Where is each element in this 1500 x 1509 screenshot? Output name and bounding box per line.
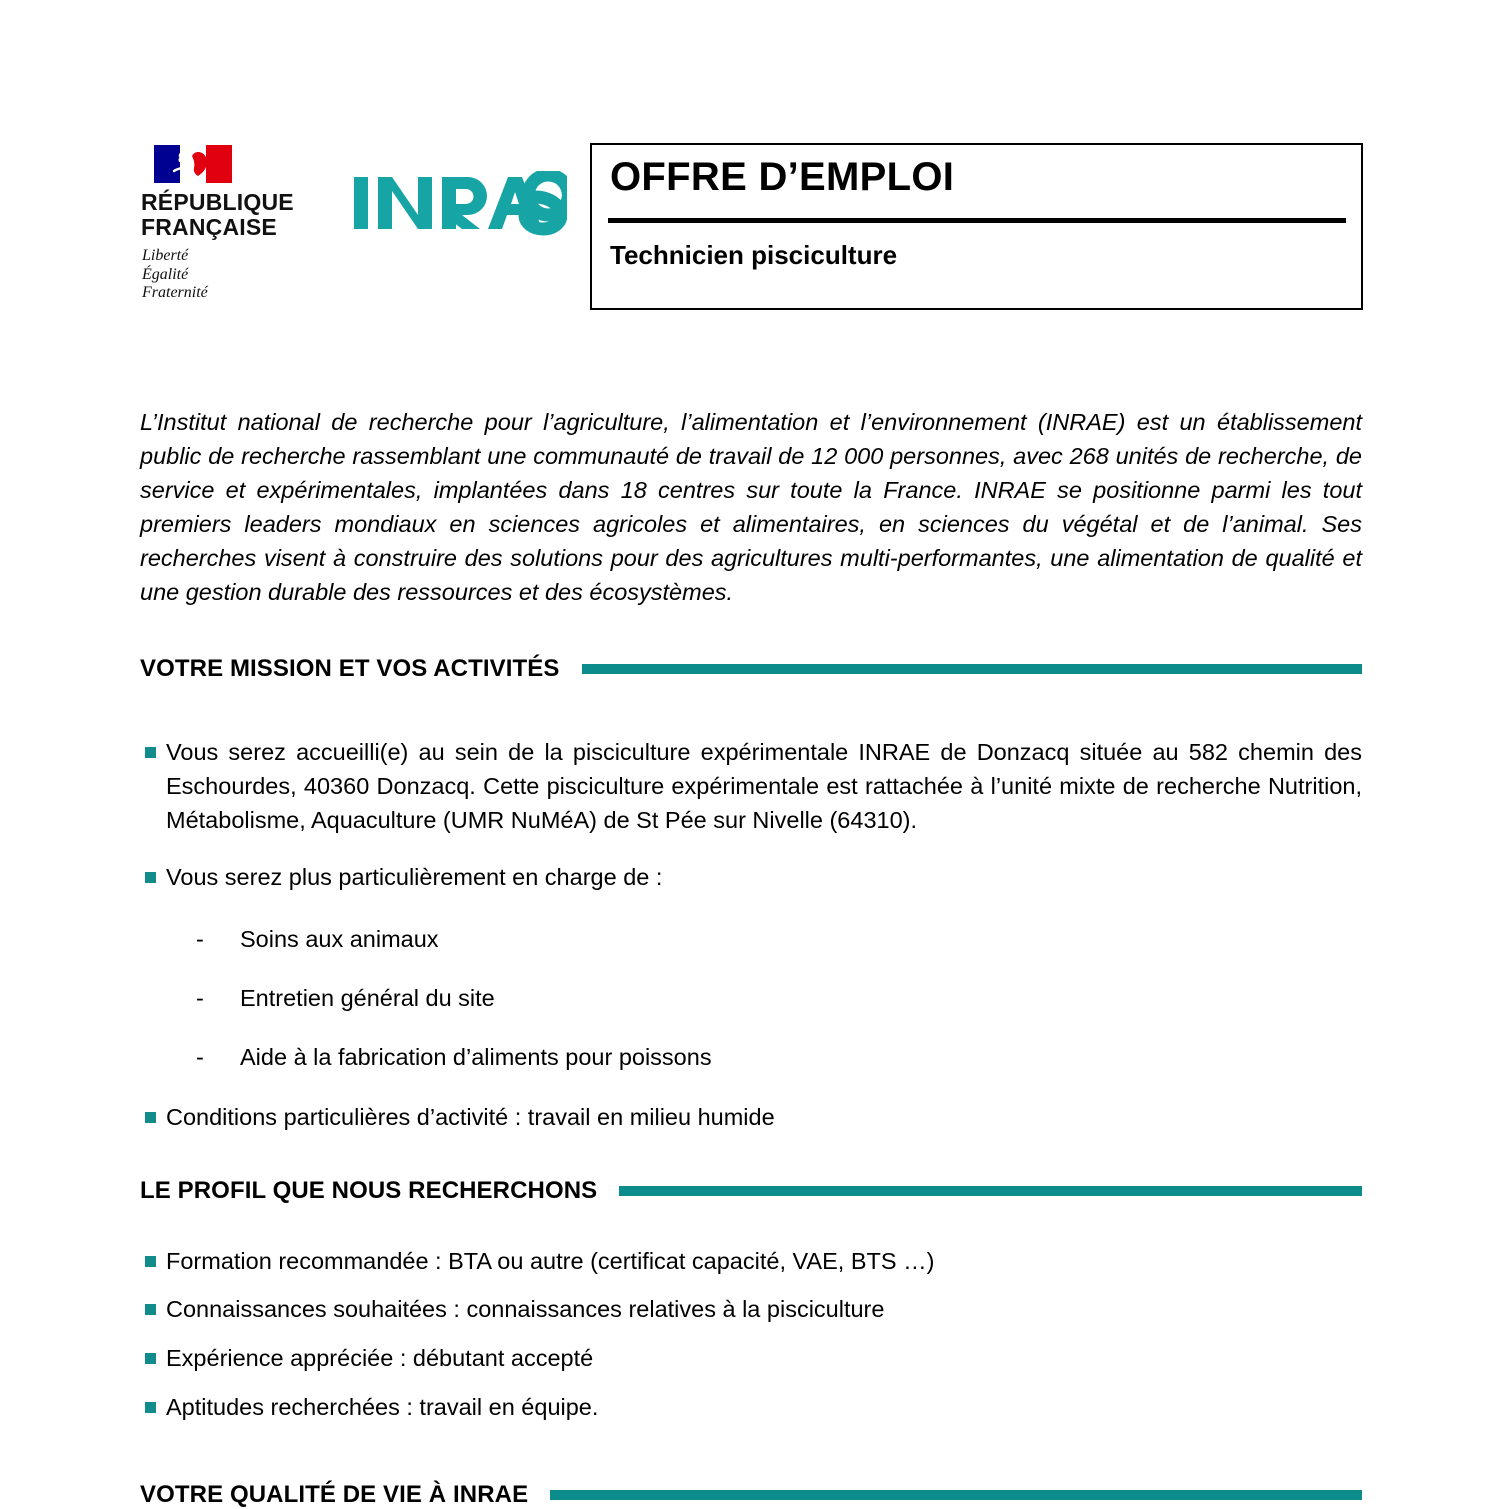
bullet-item xyxy=(140,1341,1362,1375)
rf-line-2: FRANÇAISE xyxy=(141,214,277,240)
sub-bullet-text: Entretien général du site xyxy=(240,985,495,1011)
intro-paragraph: L’Institut national de recherche pour l’agriculture, l’alimentation et l’environnement (INRAE) est un établissement public de recherche rassemblant une communauté de travail de 12 000 personnes, avec 268 unités de recherche, de service et expérimentales, implantées dans 18 centres sur toute la France. INRAE se positionne parmi les tout premiers leaders mondiaux en sciences agricoles et alimentaires, en sciences du végétal et de l’animal. Ses recherches visent à construire des solutions pour des agricultures multi-performantes, une alimentation de qualité et une gestion durable des ressources et des écosystèmes. xyxy=(140,408,1362,605)
mission-bullet-2 xyxy=(140,860,1362,894)
bullet-text: Vous serez accueilli(e) au sein de la pisciculture expérimentale INRAE de Donzacq située au 582 chemin des Eschourdes, 40360 Donzacq. Cette pisciculture expérimentale est rattachée à l’unité mixte de recherche Nutrition, Métabolisme, Aquaculture (UMR NuMéA) de St Pée sur Nivelle (64310). xyxy=(166,739,1362,833)
document-header xyxy=(0,0,1500,330)
bullet-item xyxy=(140,735,1362,837)
square-bullet-icon xyxy=(145,1112,156,1123)
mission-sub-bullet-1 xyxy=(140,922,1362,956)
mission-sub-bullet-2 xyxy=(140,981,1362,1015)
republique-francaise-logo xyxy=(140,145,292,303)
section-rule-profil xyxy=(619,1186,1362,1196)
mission-bullet-1 xyxy=(140,735,1362,837)
devise-egalite: Égalité xyxy=(142,265,189,283)
bullet-text: Expérience appréciée : débutant accepté xyxy=(166,1345,594,1371)
bullet-text: Aptitudes recherchées : travail en équipe. xyxy=(166,1394,599,1420)
square-bullet-icon xyxy=(145,872,156,883)
section-title-qualite-de-vie: VOTRE QUALITÉ DE VIE À INRAE xyxy=(140,1481,529,1508)
square-bullet-icon xyxy=(145,747,156,758)
section-rule-qualite-de-vie xyxy=(550,1490,1362,1500)
republique-devise xyxy=(142,247,292,303)
inrae-logo xyxy=(352,171,567,248)
inrae-wordmark-icon xyxy=(352,171,567,243)
bullet-text: Connaissances souhaitées : connaissances relatives à la pisciculture xyxy=(166,1296,885,1322)
french-flag-marianne-icon xyxy=(154,145,232,183)
profil-bullet-3 xyxy=(140,1341,1362,1375)
republique-francaise-wordmark xyxy=(141,190,292,240)
bullet-text: Conditions particulières d’activité : travail en milieu humide xyxy=(166,1104,775,1130)
section-rule-mission xyxy=(582,664,1363,674)
profil-bullet-4 xyxy=(140,1390,1362,1424)
mission-bullet-3 xyxy=(140,1100,1362,1134)
bullet-text: Vous serez plus particulièrement en charge de : xyxy=(166,864,663,890)
square-bullet-icon xyxy=(145,1304,156,1315)
section-heading-qualite-de-vie xyxy=(140,1481,1362,1509)
section-heading-mission xyxy=(140,655,1362,683)
title-divider xyxy=(608,218,1346,223)
bullet-item xyxy=(140,1292,1362,1326)
sub-bullet-item xyxy=(140,981,1362,1015)
bullet-item xyxy=(140,1244,1362,1278)
sub-bullet-text: Aide à la fabrication d’aliments pour poissons xyxy=(240,1044,712,1070)
section-title-mission: VOTRE MISSION ET VOS ACTIVITÉS xyxy=(140,655,560,682)
sub-bullet-text: Soins aux animaux xyxy=(240,926,439,952)
dash-marker: - xyxy=(196,926,204,952)
dash-marker: - xyxy=(196,985,204,1011)
section-title-profil: LE PROFIL QUE NOUS RECHERCHONS xyxy=(140,1177,598,1204)
bullet-item xyxy=(140,1100,1362,1134)
bullet-text: Formation recommandée : BTA ou autre (certificat capacité, VAE, BTS …) xyxy=(166,1248,935,1274)
square-bullet-icon xyxy=(145,1256,156,1267)
rf-line-1: RÉPUBLIQUE xyxy=(141,189,294,215)
square-bullet-icon xyxy=(145,1353,156,1364)
sub-bullet-item xyxy=(140,1040,1362,1074)
devise-fraternite: Fraternité xyxy=(142,284,208,301)
profil-bullet-1 xyxy=(140,1244,1362,1278)
devise-liberte: Liberté xyxy=(142,247,189,264)
job-offer-title-box xyxy=(590,143,1363,310)
bullet-item xyxy=(140,860,1362,894)
logo-group xyxy=(140,145,567,303)
sub-bullet-item xyxy=(140,922,1362,956)
section-heading-profil xyxy=(140,1177,1362,1205)
profil-bullet-2 xyxy=(140,1292,1362,1326)
bullet-item xyxy=(140,1390,1362,1424)
dash-marker: - xyxy=(196,1044,204,1070)
offer-main-title: OFFRE D’EMPLOI xyxy=(610,155,955,199)
mission-sub-bullet-3 xyxy=(140,1040,1362,1074)
offer-job-title: Technicien pisciculture xyxy=(610,240,898,270)
square-bullet-icon xyxy=(145,1402,156,1413)
